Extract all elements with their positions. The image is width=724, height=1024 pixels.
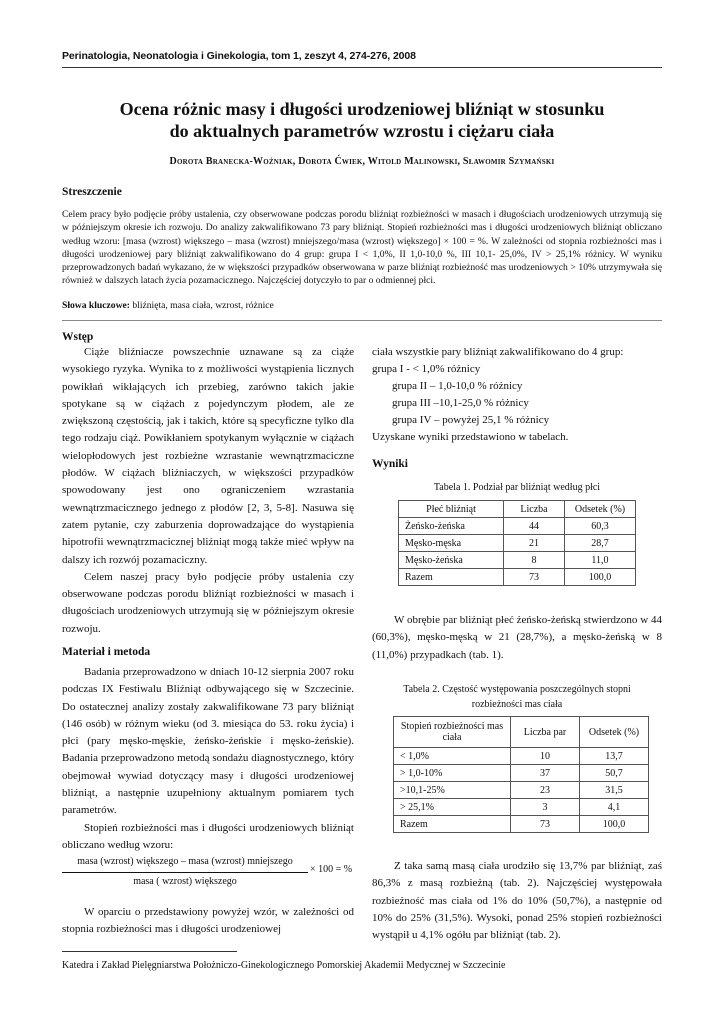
table-cell: 21 xyxy=(504,535,565,552)
footnote: Katedra i Zakład Pielęgniarstwa Położniczo-Ginekologicznego Pomorskiej Akademii Medycznej w Szczecinie xyxy=(62,960,506,971)
footnote-rule xyxy=(62,951,237,952)
table-cell: 37 xyxy=(511,765,580,782)
intro-paragraph-2: Celem naszej pracy było podjęcie próby ustalenia czy obserwowane podczas porodu bliźniąt rozbieżności w masach i długościach urodzeniowych utrzymują się w późniejszym okresie rozwoju. xyxy=(62,570,354,635)
header-rule xyxy=(62,67,662,68)
table-cell: 23 xyxy=(511,782,580,799)
methods-paragraph-2: Stopień rozbieżności mas i długości urodzeniowych bliźniąt obliczano według wzoru: xyxy=(62,821,354,851)
methods-text-continued xyxy=(62,904,354,939)
table-row xyxy=(399,552,636,569)
table-row xyxy=(394,782,649,799)
methods-heading: Materiał i metoda xyxy=(62,646,151,658)
table-cell: 13,7 xyxy=(580,748,649,765)
group-list xyxy=(372,344,662,446)
table-cell: Razem xyxy=(399,569,504,586)
journal-header: Perinatologia, Neonatologia i Ginekologia, tom 1, zeszyt 4, 274-276, 2008 xyxy=(62,50,416,62)
formula-numerator: masa (wzrost) większego – masa (wzrost) mniejszego xyxy=(77,856,293,867)
article-title xyxy=(62,98,662,142)
table-cell: Razem xyxy=(394,816,511,833)
methods-text xyxy=(62,664,354,854)
table-row xyxy=(399,535,636,552)
table-cell: >10,1-25% xyxy=(394,782,511,799)
table-cell: Męsko-męska xyxy=(399,535,504,552)
results-paragraph-2: Z taka samą masą ciała urodziło się 13,7% par bliźniąt, zaś 86,3% z masą rozbieżną (tab. 2). Najczęściej występowała rozbieżność mas ciała od 1% do 10% (50,7%), a następnie od 10% do 25% (31,5%). Wysoki, ponad 25% stopień rozbieżności wystąpił u 4,1% ogółu par bliźniąt (tab. 2). xyxy=(372,860,662,942)
table-cell: 3 xyxy=(511,799,580,816)
formula-fraction-line xyxy=(62,872,308,873)
table-header: Liczba xyxy=(504,501,565,518)
table-cell: Męsko-żeńska xyxy=(399,552,504,569)
group-1: grupa I - < 1,0% różnicy xyxy=(372,363,481,375)
table1 xyxy=(398,500,636,586)
table-cell: 100,0 xyxy=(565,569,636,586)
table-cell: 60,3 xyxy=(565,518,636,535)
methods-paragraph-3: W oparciu o przedstawiony powyżej wzór, w zależności od stopnia rozbieżności mas i długości urodzeniowej xyxy=(62,906,354,936)
table-cell: 31,5 xyxy=(580,782,649,799)
table-cell: 50,7 xyxy=(580,765,649,782)
table-cell: 44 xyxy=(504,518,565,535)
table-cell: 100,0 xyxy=(580,816,649,833)
abstract-text: Celem pracy było podjęcie próby ustalenia, czy obserwowane podczas porodu bliźniąt rozbieżności w masach i długościach urodzeniowych utrzymują się w późniejszym okresie ich rozwoju. Do analizy zakwalifikowano 73 pary bliźniąt. Stopień rozbieżności mas i długości urodzeniowych bliźniąt obliczano według wzoru: [masa (wzrost) większego – masa (wzrost) mniejszego/masa (wzrost) większego] × 100 = %. W zależności od stopnia rozbieżności mas i długości urodzeniowej pary bliźniąt zakwalifikowano do 4 grup: grupa I < 1,0%, II 1,0-10,0 %, III 10,1- 25,0%, IV > 25,1% różnicy. W wyniku przeprowadzonych badań wykazano, że w większości przypadków obserwowana w parze bliźniąt rozbieżność mas urodzeniowych > 10% utrzymywała się również w dalszych latach życia pozamacicznego. Najczęściej dotyczyło to par o odmiennej płci. xyxy=(62,209,662,287)
keywords-list: bliźnięta, masa ciała, wzrost, różnice xyxy=(129,300,274,311)
table-cell: < 1,0% xyxy=(394,748,511,765)
results-heading: Wyniki xyxy=(372,458,409,470)
results-note: Uzyskane wyniki przedstawiono w tabelach. xyxy=(372,431,569,443)
table-header: Odsetek (%) xyxy=(580,717,649,748)
table-cell: > 25,1% xyxy=(394,799,511,816)
group-intro: ciała wszystkie pary bliźniąt zakwalifikowano do 4 grup: xyxy=(372,346,624,358)
table-row xyxy=(394,748,649,765)
results-paragraph-1: W obrębie par bliźniąt płeć żeńsko-żeńską stwierdzono w 44 (60,3%), męsko-męską w 21 (28,7%), a męsko-żeńską w 8 (11,0%) przypadkach (tab. 1). xyxy=(372,614,662,661)
abstract-rule xyxy=(62,320,662,321)
table-header: Liczba par xyxy=(511,717,580,748)
table-row xyxy=(399,569,636,586)
abstract-heading: Streszczenie xyxy=(62,186,122,198)
table-cell: 4,1 xyxy=(580,799,649,816)
results-text-2 xyxy=(372,858,662,944)
table-cell: 8 xyxy=(504,552,565,569)
intro-text xyxy=(62,344,354,638)
table-cell: Żeńsko-żeńska xyxy=(399,518,504,535)
table2-caption-line-2: rozbieżności mas ciała xyxy=(471,699,563,710)
table2-caption-line-1: Tabela 2. Częstość występowania poszczególnych stopni xyxy=(403,684,631,695)
table-header-row xyxy=(399,501,636,518)
table-header: Stopień rozbieżności mas ciała xyxy=(394,717,511,748)
group-4: grupa IV – powyżej 25,1 % różnicy xyxy=(392,414,550,426)
group-2: grupa II – 1,0-10,0 % różnicy xyxy=(392,380,523,392)
table1-caption: Tabela 1. Podział par bliźniąt według płci xyxy=(433,482,601,493)
title-line-1: Ocena różnic masy i długości urodzeniowej bliźniąt w stosunku xyxy=(119,99,605,119)
table-row xyxy=(394,799,649,816)
table2-caption xyxy=(372,682,662,712)
table-cell: 28,7 xyxy=(565,535,636,552)
authors: Dorota Branecka-Woźniak, Dorota Ćwiek, Witold Malinowski, Sławomir Szymański xyxy=(169,156,555,167)
table-cell: 10 xyxy=(511,748,580,765)
keywords xyxy=(62,300,662,311)
table-cell: > 1,0-10% xyxy=(394,765,511,782)
results-text-1 xyxy=(372,612,662,664)
table-header: Płeć bliźniąt xyxy=(399,501,504,518)
formula-denominator: masa ( wzrost) większego xyxy=(133,876,237,887)
methods-paragraph-1: Badania przeprowadzono w dniach 10-12 sierpnia 2007 roku podczas IX Festiwalu Bliźniąt odbywającego się w Szczecinie. Do ostatecznej analizy zostały zakwalifikowane 73 pary bliźniąt (146 osób) w różnym wieku (od 3. miesiąca do 53. roku życia) i płci (pary męsko-męskie, żeńsko-żeńskie i męsko-żeńskie). Badania przeprowadzono metodą sondażu diagnostycznego, który obejmował wywiad dotyczący masy i długości urodzeniowej bliźniąt, a następnie uzupełniony aktualnym pomiarem tych parametrów. xyxy=(62,666,354,817)
intro-heading: Wstęp xyxy=(62,331,94,343)
table-row xyxy=(394,816,649,833)
table-row xyxy=(399,518,636,535)
table-header: Odsetek (%) xyxy=(565,501,636,518)
formula-multiplier: × 100 = % xyxy=(310,864,353,875)
intro-paragraph-1: Ciąże bliźniacze powszechnie uznawane są za ciąże wysokiego ryzyka. Wynika to z możliwości wystąpienia licznych powikłań wikłających ich przebieg, zarówno takich jakie spotykane są w ciążach z pojedynczym płodem, ale ze zwiększoną częstością, jak i takich, które są specyficzne tylko dla tego rodzaju ciąż. Powikłaniem spotykanym wyłącznie w ciążach wielopłodowych jest rozbieżne wzrastanie wewnątrzmaciczne płodów. W ciążach bliźniaczych, w większości przypadków spowodowany jest ono ograniczeniem wzrastania wewnątrzmacicznego jednego z płodów [2, 3, 5-8]. Nasuwa się zatem pytanie, czy zaburzenia doprowadzające do wystąpienia hipotrofii wewnątrzmacicznej bliźniąt mogą także mieć wpływ na dalszy ich rozwój pozamaciczny. xyxy=(62,346,354,566)
group-3: grupa III –10,1-25,0 % różnicy xyxy=(392,397,529,409)
table-cell: 11,0 xyxy=(565,552,636,569)
title-line-2: do aktualnych parametrów wzrostu i ciężaru ciała xyxy=(169,121,555,141)
table-header-row xyxy=(394,717,649,748)
table-cell: 73 xyxy=(504,569,565,586)
table-row xyxy=(394,765,649,782)
table-cell: 73 xyxy=(511,816,580,833)
keywords-label: Słowa kluczowe: xyxy=(62,300,130,311)
table2 xyxy=(393,716,649,833)
